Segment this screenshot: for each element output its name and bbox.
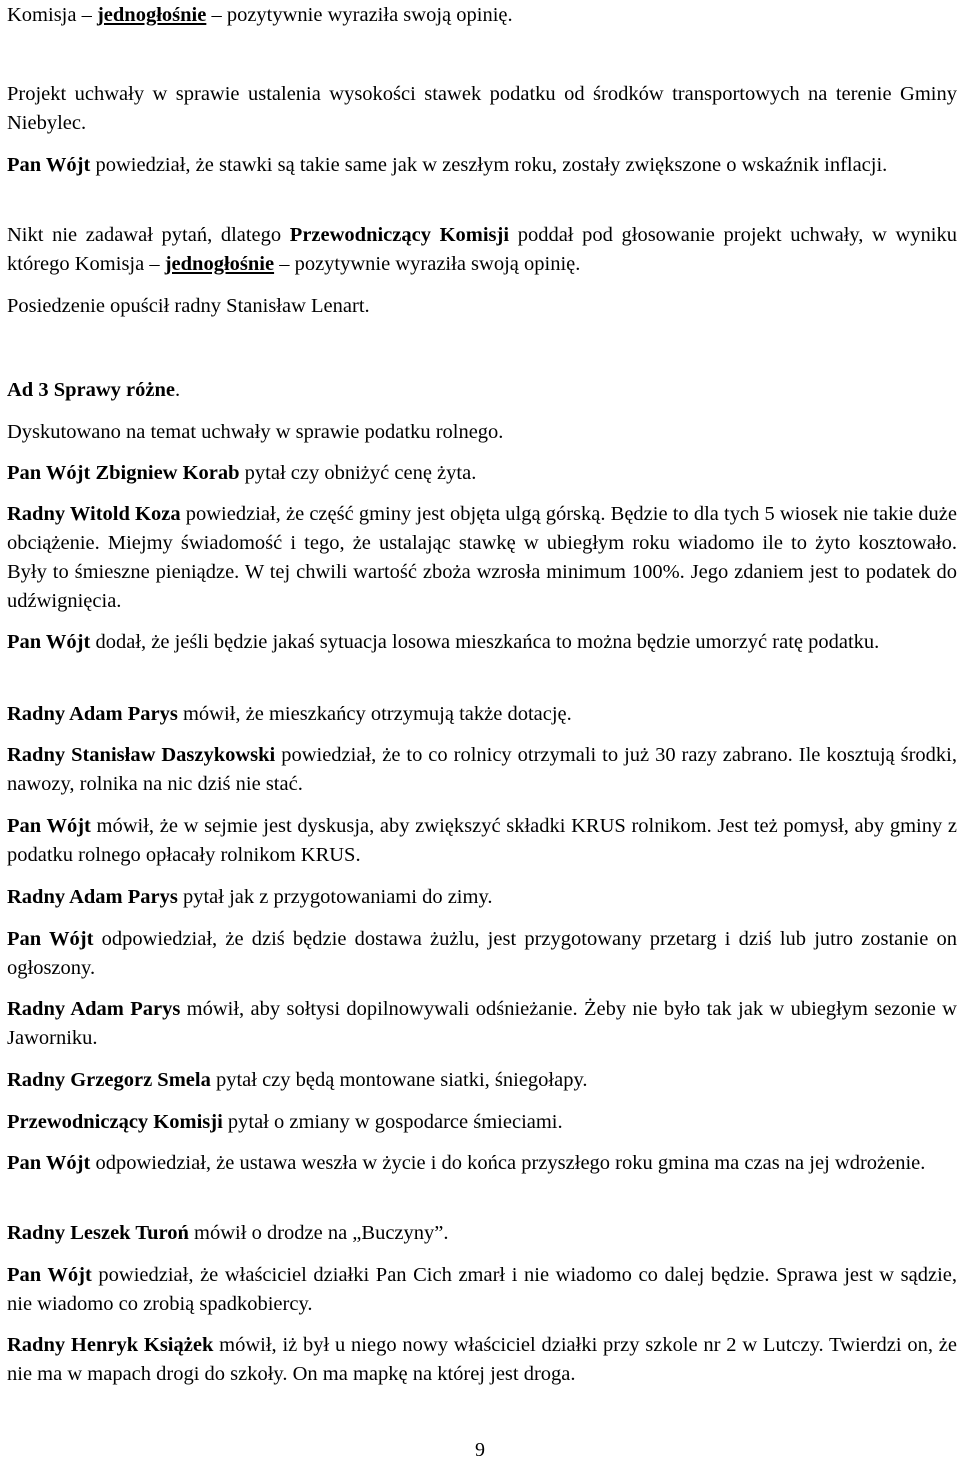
text-run: Komisja – <box>7 4 97 26</box>
paragraph <box>7 1219 957 1248</box>
paragraph <box>7 221 957 279</box>
speaker-name: Pan Wójt <box>7 1264 92 1286</box>
paragraph <box>7 883 957 912</box>
section-heading <box>7 376 957 405</box>
text-run: Projekt uchwały w sprawie ustalenia wysokości stawek podatku od środków transportowych na terenie Gminy Niebylec. <box>7 83 957 134</box>
speaker-name: Przewodniczący Komisji <box>7 1111 223 1133</box>
text-run: dodał, że jeśli będzie jakaś sytuacja losowa mieszkańca to można będzie umorzyć ratę podatku. <box>90 631 880 653</box>
speaker-name: Pan Wójt <box>7 154 91 176</box>
text-run: mówił o drodze na „Buczyny”. <box>188 1222 449 1244</box>
text-run: mówił, że mieszkańcy otrzymują także dotację. <box>177 703 572 725</box>
paragraph <box>7 1 957 30</box>
text-run: Dyskutowano na temat uchwały w sprawie podatku rolnego. <box>7 421 504 443</box>
text-run: powiedział, że to co rolnicy otrzymali to już 30 razy zabrano. Ile kosztują środki, nawozy, rolnika na nic dziś nie stać. <box>7 744 957 795</box>
paragraph <box>7 418 957 447</box>
paragraph <box>7 628 957 657</box>
paragraph <box>7 1331 957 1389</box>
paragraph <box>7 925 957 983</box>
speaker-name: Pan Wójt <box>7 928 94 950</box>
speaker-name: Pan Wójt <box>7 1152 91 1174</box>
speaker-name: Radny Grzegorz Smela <box>7 1069 211 1091</box>
speaker-name: Radny Witold Koza <box>7 503 181 525</box>
speaker-name: Radny Henryk Książek <box>7 1334 214 1356</box>
text-run: powiedział, że część gminy jest objęta ulgą górską. Będzie to dla tych 5 wiosek nie takie duże obciążenie. Miejmy świadomość i tego, że ustalając stawkę w ubiegłym roku wiadomo ile to żyto kosztowało. Były to śmieszne pieniądze. W tej chwili wartość zboża wzrosła minimum 100%. Jego zdaniem jest to podatek do udźwignięcia. <box>7 503 957 612</box>
text-run: pytał o zmiany w gospodarce śmieciami. <box>222 1111 563 1133</box>
paragraph <box>7 1149 957 1178</box>
paragraph <box>7 151 957 180</box>
bold-text: jednogłośnie <box>164 253 275 275</box>
text-run: odpowiedział, że dziś będzie dostawa żużlu, jest przygotowany przetarg i dziś lub jutro zostanie on ogłoszony. <box>7 928 957 979</box>
text-run: mówił, że w sejmie jest dyskusja, aby zwiększyć składki KRUS rolnikom. Jest też pomysł, aby gminy z podatku rolnego opłacały rolnikom KRUS. <box>7 815 957 866</box>
speaker-name: Radny Adam Parys <box>7 886 178 908</box>
text-run: mówił, aby sołtysi dopilnowywali odśnieżanie. Żeby nie było tak jak w ubiegłym sezonie w Jaworniku. <box>7 998 957 1049</box>
paragraph <box>7 700 957 729</box>
text-run: Posiedzenie opuścił radny Stanisław Lenart. <box>7 295 370 317</box>
text-run: pytał czy obniżyć cenę żyta. <box>239 462 477 484</box>
page-number: 9 <box>475 1439 485 1461</box>
paragraph <box>7 812 957 870</box>
paragraph <box>7 459 957 488</box>
text-run: mówił, iż był u niego nowy właściciel działki przy szkole nr 2 w Lutczy. Twierdzi on, że nie ma w mapach drogi do szkoły. On ma mapkę na której jest droga. <box>7 1334 958 1385</box>
paragraph <box>7 1108 957 1137</box>
text-run: . <box>174 379 181 401</box>
speaker-name: Radny Adam Parys <box>7 703 178 725</box>
text-run: – pozytywnie wyraziła swoją opinię. <box>206 4 513 26</box>
text-run: powiedział, że stawki są takie same jak w zeszłym roku, zostały zwiększone o wskaźnik inflacji. <box>90 154 888 176</box>
text-run: poddał pod głosowanie projekt uchwały, w wyniku którego Komisja – <box>7 224 957 275</box>
speaker-name: Pan Wójt Zbigniew Korab <box>7 462 240 484</box>
speaker-name: Pan Wójt <box>7 631 91 653</box>
text-run: pytał czy będą montowane siatki, śniegołapy. <box>210 1069 588 1091</box>
paragraph <box>7 995 957 1053</box>
text-run: pytał jak z przygotowaniami do zimy. <box>177 886 493 908</box>
speaker-name: Pan Wójt <box>7 815 91 837</box>
heading-text: Ad 3 Sprawy różne <box>7 379 175 401</box>
speaker-name: Radny Adam Parys <box>7 998 181 1020</box>
text-run: Nikt nie zadawał pytań, dlatego <box>7 224 290 246</box>
text-run: – pozytywnie wyraziła swoją opinię. <box>274 253 581 275</box>
text-run: odpowiedział, że ustawa weszła w życie i do końca przyszłego roku gmina ma czas na jej wdrożenie. <box>90 1152 926 1174</box>
text-run: powiedział, że właściciel działki Pan Cich zmarł i nie wiadomo co dalej będzie. Sprawa jest w sądzie, nie wiadomo co zrobią spadkobiercy. <box>7 1264 957 1315</box>
paragraph <box>7 292 957 321</box>
paragraph <box>7 500 957 616</box>
speaker-name: Przewodniczący Komisji <box>289 224 510 246</box>
paragraph <box>7 80 957 138</box>
paragraph <box>7 1261 957 1319</box>
paragraph <box>7 1066 957 1095</box>
bold-text: jednogłośnie <box>96 4 207 26</box>
speaker-name: Radny Stanisław Daszykowski <box>7 744 276 766</box>
paragraph <box>7 741 957 799</box>
speaker-name: Radny Leszek Turoń <box>7 1222 189 1244</box>
